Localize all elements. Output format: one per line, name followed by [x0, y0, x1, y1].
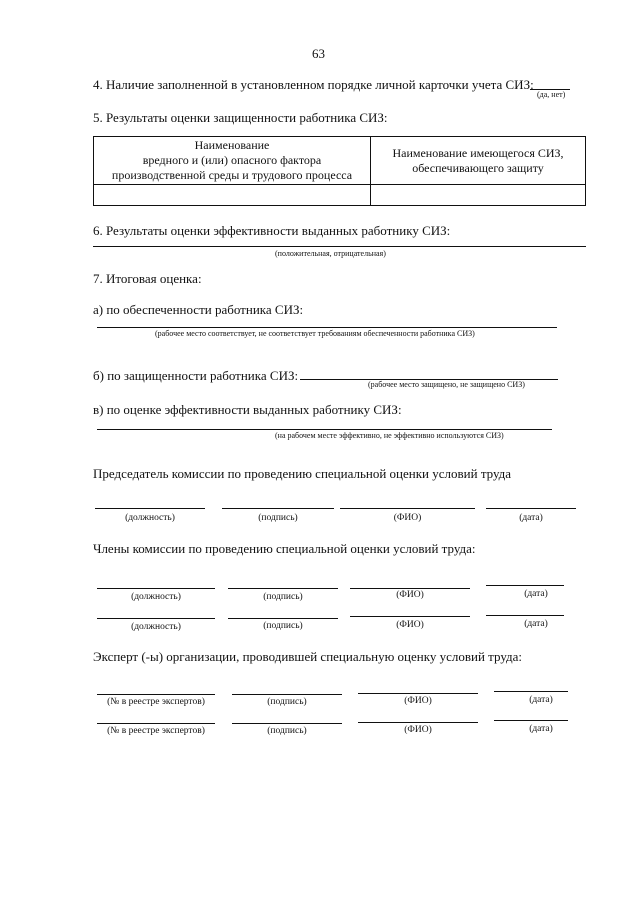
member1-date-line[interactable] — [486, 585, 564, 586]
member2-date-caption: (дата) — [524, 619, 548, 629]
member2-position-line[interactable] — [97, 618, 215, 619]
members-title: Члены комиссии по проведению специальной оценки условий труда: — [93, 541, 476, 556]
header-line: обеспечивающего защиту — [412, 160, 544, 175]
expert1-date-line[interactable] — [494, 691, 568, 692]
item5-label: 5. Результаты оценки защищенности работника СИЗ: — [93, 110, 388, 125]
member1-name-caption: (ФИО) — [396, 590, 424, 600]
header-line: Наименование — [194, 138, 270, 152]
member1-name-line[interactable] — [350, 588, 470, 589]
table-header-ppe — [371, 137, 586, 185]
member1-position-caption: (должность) — [131, 592, 181, 602]
page-number: 63 — [312, 46, 325, 61]
header-line: Наименование имеющегося СИЗ, — [392, 145, 564, 160]
chairman-signature-caption: (подпись) — [258, 513, 298, 523]
chairman-name-line[interactable] — [340, 508, 475, 509]
member1-signature-line[interactable] — [228, 588, 338, 589]
expert1-date-caption: (дата) — [529, 695, 553, 705]
member1-signature-caption: (подпись) — [263, 592, 303, 602]
expert2-name-line[interactable] — [358, 722, 478, 723]
table-cell-ppe[interactable] — [371, 185, 586, 206]
table-cell-factor[interactable] — [94, 185, 371, 206]
item7-label: 7. Итоговая оценка: — [93, 271, 202, 286]
item7a-hint: (рабочее место соответствует, не соответствует требованиям обеспеченности работника СИЗ) — [155, 329, 475, 338]
member1-position-line[interactable] — [97, 588, 215, 589]
item6-hint: (положительная, отрицательная) — [275, 249, 386, 258]
member2-signature-line[interactable] — [228, 618, 338, 619]
expert2-date-caption: (дата) — [529, 724, 553, 734]
chairman-date-caption: (дата) — [519, 513, 543, 523]
chairman-position-caption: (должность) — [125, 513, 175, 523]
chairman-date-line[interactable] — [486, 508, 576, 509]
expert2-signature-caption: (подпись) — [267, 726, 307, 736]
expert2-signature-line[interactable] — [232, 723, 342, 724]
chairman-position-line[interactable] — [95, 508, 205, 509]
item4-hint: (да, нет) — [537, 90, 566, 99]
item7a-label: а) по обеспеченности работника СИЗ: — [93, 302, 304, 317]
expert1-registry-caption: (№ в реестре экспертов) — [107, 697, 205, 707]
expert1-name-caption: (ФИО) — [404, 696, 432, 706]
header-line: производственной среды и трудового процесса — [111, 168, 353, 182]
header-line: вредного и (или) опасного фактора — [142, 153, 322, 167]
member2-date-line[interactable] — [486, 615, 564, 616]
item7a-answer-line[interactable] — [97, 327, 557, 328]
expert2-date-line[interactable] — [494, 720, 568, 721]
chairman-name-caption: (ФИО) — [393, 513, 422, 523]
table-header-factor — [94, 137, 371, 185]
chairman-signature-line[interactable] — [222, 508, 334, 509]
expert1-name-line[interactable] — [358, 693, 478, 694]
member2-name-line[interactable] — [350, 616, 470, 617]
expert1-signature-caption: (подпись) — [267, 697, 307, 707]
member2-signature-caption: (подпись) — [263, 621, 303, 631]
protection-table — [93, 136, 586, 206]
item7b-label: б) по защищенности работника СИЗ: — [93, 368, 299, 383]
member1-date-caption: (дата) — [524, 589, 548, 599]
expert1-signature-line[interactable] — [232, 694, 342, 695]
expert1-registry-line[interactable] — [97, 694, 215, 695]
item6-answer-line[interactable] — [93, 246, 586, 247]
expert2-registry-line[interactable] — [97, 723, 215, 724]
experts-title: Эксперт (-ы) организации, проводившей специальную оценку условий труда: — [93, 649, 523, 664]
item7c-hint: (на рабочем месте эффективно, не эффективно используются СИЗ) — [275, 431, 504, 440]
member2-position-caption: (должность) — [131, 622, 181, 632]
item6-label: 6. Результаты оценки эффективности выданных работнику СИЗ: — [93, 223, 451, 238]
member2-name-caption: (ФИО) — [396, 620, 424, 630]
expert2-name-caption: (ФИО) — [404, 725, 432, 735]
item7c-label: в) по оценке эффективности выданных работнику СИЗ: — [93, 402, 402, 417]
item7c-answer-line[interactable] — [97, 429, 552, 430]
expert2-registry-caption: (№ в реестре экспертов) — [107, 726, 205, 736]
item7b-hint: (рабочее место защищено, не защищено СИЗ) — [368, 380, 525, 389]
chairman-title: Председатель комиссии по проведению специальной оценки условий труда — [93, 466, 512, 481]
item4-label: 4. Наличие заполненной в установленном порядке личной карточки учета СИЗ: — [93, 77, 534, 92]
